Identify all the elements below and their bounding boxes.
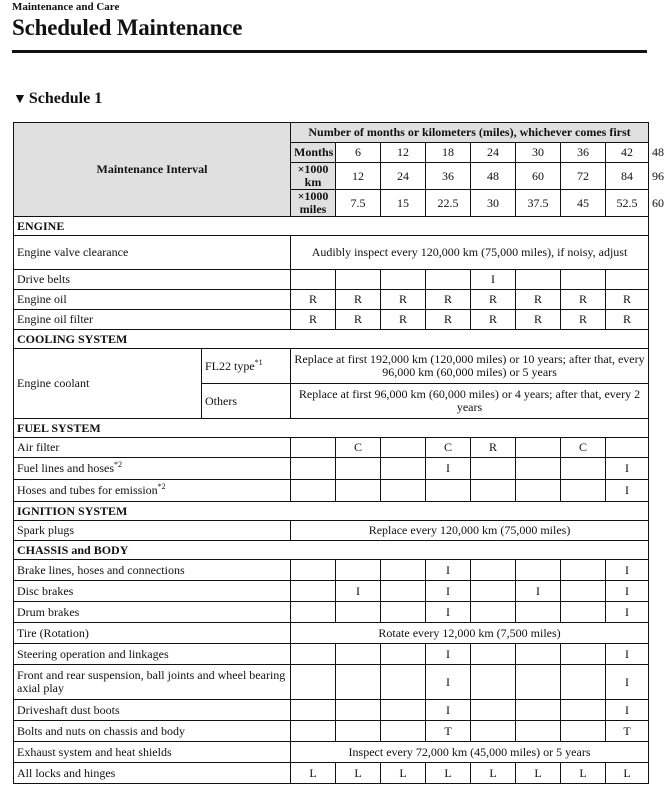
schedule-mark: I	[426, 602, 471, 623]
schedule-mark: I	[606, 665, 649, 700]
km-value: 36	[426, 163, 471, 190]
schedule-mark	[336, 458, 381, 480]
km-value: 24	[381, 163, 426, 190]
section-heading: Maintenance and Care	[12, 1, 120, 13]
item-name: Engine oil filter	[14, 310, 291, 330]
footnote-marker: *1	[254, 357, 263, 367]
schedule-mark	[516, 458, 561, 480]
group-header-cooling: COOLING SYSTEM	[14, 330, 649, 349]
group-header-ignition: IGNITION SYSTEM	[14, 502, 649, 521]
schedule-mark: I	[516, 581, 561, 602]
schedule-mark: T	[426, 721, 471, 742]
schedule-mark: L	[516, 763, 561, 784]
schedule-mark	[561, 270, 606, 290]
months-value: 6	[336, 143, 381, 163]
km-value: 12	[336, 163, 381, 190]
schedule-mark: R	[471, 310, 516, 330]
months-value: 36	[561, 143, 606, 163]
schedule-mark	[471, 700, 516, 721]
months-value: 30	[516, 143, 561, 163]
interval-note: Replace at first 192,000 km (120,000 miles) or 10 years; after that, every 96,000 km (60,000 miles) or 5 years	[291, 349, 649, 384]
schedule-mark	[336, 700, 381, 721]
schedule-mark: L	[381, 763, 426, 784]
schedule-mark	[561, 721, 606, 742]
miles-value: 7.5	[336, 190, 381, 217]
item-name: All locks and hinges	[14, 763, 291, 784]
schedule-mark: R	[381, 290, 426, 310]
schedule-mark: R	[336, 310, 381, 330]
item-name-cell	[14, 458, 291, 480]
item-name: Engine valve clearance	[14, 236, 291, 270]
schedule-mark	[336, 270, 381, 290]
schedule-mark	[381, 644, 426, 665]
months-value: 42	[606, 143, 649, 163]
schedule-mark: C	[426, 438, 471, 458]
schedule-mark	[381, 270, 426, 290]
schedule-mark: R	[606, 310, 649, 330]
schedule-mark	[471, 644, 516, 665]
schedule-mark: R	[516, 290, 561, 310]
item-name: Hoses and tubes for emission	[17, 483, 158, 497]
schedule-mark: I	[606, 458, 649, 480]
schedule-mark	[561, 700, 606, 721]
schedule-mark: I	[426, 560, 471, 581]
triangle-down-icon: ▼	[13, 92, 27, 107]
schedule-mark	[471, 560, 516, 581]
schedule-mark: R	[471, 290, 516, 310]
schedule-mark: R	[471, 438, 516, 458]
interval-note: Rotate every 12,000 km (7,500 miles)	[291, 623, 649, 644]
schedule-mark	[426, 270, 471, 290]
months-value: 18	[426, 143, 471, 163]
schedule-mark	[291, 644, 336, 665]
schedule-mark	[561, 644, 606, 665]
schedule-mark	[291, 721, 336, 742]
schedule-mark: I	[336, 581, 381, 602]
schedule-mark	[381, 700, 426, 721]
miles-label: ×1000 miles	[291, 190, 336, 217]
schedule-mark	[516, 665, 561, 700]
item-name: Tire (Rotation)	[14, 623, 291, 644]
schedule-mark: I	[606, 581, 649, 602]
miles-value: 30	[471, 190, 516, 217]
schedule-mark	[291, 581, 336, 602]
maintenance-table: Maintenance Interval Number of months or kilometers (miles), whichever comes first Months 6 12 18 24 30 36 42 48 ×1000 km 12 24 36 48 60 72 84 96 ×1000 miles 7.5 15 22.5 30 37.5 45 52.5 60 ENGINE Engine valve clearance Audibly inspect every 120,000 km (75,000 miles), if noisy, adjust Drive belts I Engine oil R R R R R R R R Engine oil filter R R R R R R R R COOLING SYSTEM Engine coolant FL22 type$^{*1}$ Replace at first 192,000 km (120,000 miles) or 10 years; after that, every 96,000 km (60,000 miles) or 5 years Others Replace at first 96,000 km (60,000 miles) or 4 years; after that, every 2 years FUEL SYSTEM Air filter C C R C Fuel lines and hoses$^{*2}$ I I Hoses and tubes for emission$^{*2}$ I IGNITION SYSTEM Spark plugs Replace every 120,000 km (75,000 miles) CHASSIS and BODY Brake lines, hoses and connections I I Disc brakes I I I I Drum brakes I I Tire (Rotation) Rotate every 12,000 km (7,500 miles) Steering operation and linkages I I Front and rear suspension, ball joints and wheel bearing axial play I I Driveshaft dust boots I I Bolts and nuts on chassis and body T T Exhaust system and heat shields Inspect every 72,000 km (45,000 miles) or 5 years All locks and hinges L L L L L L L L	[13, 122, 649, 784]
schedule-mark	[561, 560, 606, 581]
interval-top-header: Number of months or kilometers (miles), whichever comes first	[291, 123, 649, 143]
coolant-subtype-fl22	[202, 349, 291, 384]
schedule-mark	[381, 602, 426, 623]
miles-value: 52.5	[606, 190, 649, 217]
schedule-mark	[336, 480, 381, 502]
schedule-mark	[336, 602, 381, 623]
months-value: 24	[471, 143, 516, 163]
schedule-mark: R	[336, 290, 381, 310]
schedule-mark: L	[291, 763, 336, 784]
schedule-mark: R	[291, 310, 336, 330]
schedule-mark	[381, 665, 426, 700]
schedule-mark	[516, 644, 561, 665]
schedule-mark: L	[561, 763, 606, 784]
schedule-mark	[516, 270, 561, 290]
schedule-mark: L	[606, 763, 649, 784]
schedule-mark	[291, 665, 336, 700]
schedule-mark	[606, 270, 649, 290]
item-name: Drive belts	[14, 270, 291, 290]
schedule-mark: R	[381, 310, 426, 330]
schedule-mark: I	[606, 602, 649, 623]
months-label: Months	[291, 143, 336, 163]
footnote-marker: *2	[157, 482, 166, 491]
schedule-mark	[291, 700, 336, 721]
interval-note: Audibly inspect every 120,000 km (75,000 miles), if noisy, adjust	[291, 236, 649, 270]
km-label: ×1000 km	[291, 163, 336, 190]
km-value: 84	[606, 163, 649, 190]
schedule-mark	[516, 560, 561, 581]
item-name: Drum brakes	[14, 602, 291, 623]
km-value: 60	[516, 163, 561, 190]
schedule-mark	[336, 644, 381, 665]
schedule-mark	[471, 721, 516, 742]
item-name: Engine coolant	[14, 349, 202, 419]
schedule-mark	[291, 270, 336, 290]
group-header-engine: ENGINE	[14, 217, 649, 236]
km-value: 72	[561, 163, 606, 190]
schedule-mark	[426, 480, 471, 502]
schedule-heading	[13, 90, 102, 108]
schedule-mark: R	[291, 290, 336, 310]
schedule-mark	[471, 602, 516, 623]
schedule-mark: R	[606, 290, 649, 310]
schedule-mark	[291, 560, 336, 581]
schedule-mark: L	[471, 763, 516, 784]
schedule-mark	[516, 602, 561, 623]
miles-value: 37.5	[516, 190, 561, 217]
schedule-mark: I	[606, 480, 649, 502]
interval-note: Replace at first 96,000 km (60,000 miles) or 4 years; after that, every 2 years	[291, 384, 649, 419]
miles-value: 22.5	[426, 190, 471, 217]
maintenance-interval-header: Maintenance Interval	[14, 123, 291, 217]
item-name: Driveshaft dust boots	[14, 700, 291, 721]
schedule-mark: L	[336, 763, 381, 784]
item-name: Exhaust system and heat shields	[14, 742, 291, 763]
interval-note: Inspect every 72,000 km (45,000 miles) or 5 years	[291, 742, 649, 763]
schedule-mark: R	[426, 310, 471, 330]
schedule-mark: R	[561, 310, 606, 330]
schedule-mark: R	[516, 310, 561, 330]
item-name: Engine oil	[14, 290, 291, 310]
schedule-mark	[291, 480, 336, 502]
schedule-mark	[516, 721, 561, 742]
item-name: Steering operation and linkages	[14, 644, 291, 665]
schedule-mark	[381, 560, 426, 581]
item-name-cell	[14, 480, 291, 502]
schedule-mark: L	[426, 763, 471, 784]
footnote-marker: *2	[114, 460, 122, 469]
schedule-mark	[381, 438, 426, 458]
schedule-mark	[381, 721, 426, 742]
schedule-mark: I	[426, 665, 471, 700]
item-name: Disc brakes	[14, 581, 291, 602]
item-name: Spark plugs	[14, 521, 291, 541]
item-name: Air filter	[14, 438, 291, 458]
schedule-mark	[471, 480, 516, 502]
schedule-mark	[561, 665, 606, 700]
group-header-fuel: FUEL SYSTEM	[14, 419, 649, 438]
schedule-mark	[561, 458, 606, 480]
item-name: Bolts and nuts on chassis and body	[14, 721, 291, 742]
schedule-mark: I	[426, 700, 471, 721]
miles-value: 15	[381, 190, 426, 217]
schedule-mark	[516, 438, 561, 458]
schedule-mark	[471, 458, 516, 480]
schedule-mark: T	[606, 721, 649, 742]
schedule-mark	[606, 438, 649, 458]
km-value: 48	[471, 163, 516, 190]
interval-note: Replace every 120,000 km (75,000 miles)	[291, 521, 649, 541]
title-divider	[12, 50, 647, 53]
months-value: 12	[381, 143, 426, 163]
schedule-mark	[291, 458, 336, 480]
schedule-mark: I	[606, 560, 649, 581]
item-name: Fuel lines and hoses	[17, 461, 114, 475]
page-title: Scheduled Maintenance	[12, 15, 243, 40]
schedule-mark	[336, 721, 381, 742]
schedule-mark: I	[426, 644, 471, 665]
schedule-mark: R	[426, 290, 471, 310]
schedule-mark: I	[471, 270, 516, 290]
schedule-mark	[471, 581, 516, 602]
schedule-mark	[561, 480, 606, 502]
schedule-mark	[381, 480, 426, 502]
coolant-subtype-others: Others	[202, 384, 291, 419]
schedule-mark: I	[426, 458, 471, 480]
schedule-mark	[561, 602, 606, 623]
miles-value: 45	[561, 190, 606, 217]
schedule-mark: I	[426, 581, 471, 602]
coolant-subtype-label: FL22 type	[205, 358, 255, 373]
schedule-mark: C	[336, 438, 381, 458]
item-name: Front and rear suspension, ball joints and wheel bearing axial play	[14, 665, 291, 700]
item-name: Brake lines, hoses and connections	[14, 560, 291, 581]
schedule-mark: I	[606, 700, 649, 721]
schedule-mark	[381, 581, 426, 602]
schedule-mark	[381, 458, 426, 480]
schedule-mark: R	[561, 290, 606, 310]
schedule-mark	[516, 480, 561, 502]
schedule-mark	[291, 438, 336, 458]
schedule-mark	[561, 581, 606, 602]
group-header-chassis: CHASSIS and BODY	[14, 541, 649, 560]
schedule-mark	[336, 665, 381, 700]
schedule-mark: I	[606, 644, 649, 665]
schedule-mark: C	[561, 438, 606, 458]
schedule-title-text: Schedule 1	[28, 90, 103, 107]
schedule-mark	[516, 700, 561, 721]
schedule-mark	[291, 602, 336, 623]
schedule-mark	[471, 665, 516, 700]
schedule-mark	[336, 560, 381, 581]
